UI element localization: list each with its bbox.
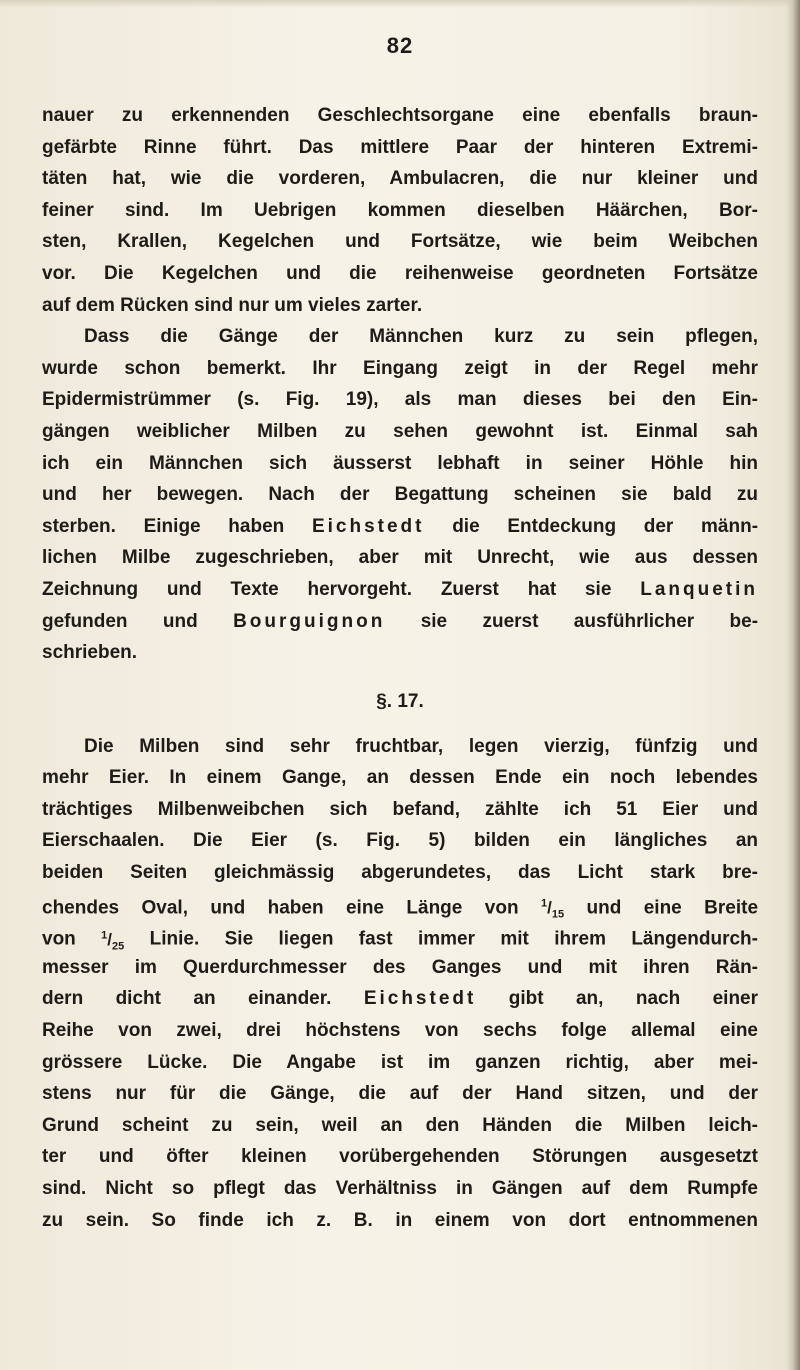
- fraction-width: $^1/_{25}$: [101, 929, 125, 953]
- section-heading: §. 17.: [376, 690, 424, 712]
- text-line: vor. Die Kegelchen und die reihenweise geordneten Fortsätze: [42, 262, 758, 284]
- paragraph-3: [42, 731, 758, 1237]
- text-line: Dass die Gänge der Männchen kurz zu sein pflegen,: [84, 326, 758, 348]
- text-fragment: die Entdeckung der männ-: [452, 515, 759, 537]
- fraction-numerator: 1: [101, 929, 108, 942]
- text-line: zu sein. So finde ich z. B. in einem von dort entnommenen: [42, 1209, 758, 1231]
- text-fragment: Linie. Sie liegen fast immer mit ihrem Längendurch-: [149, 928, 758, 950]
- text-line: nauer zu erkennenden Geschlechtsorgane eine ebenfalls braun-: [42, 105, 758, 126]
- text-line: und her bewegen. Nach der Begattung scheinen sie bald zu: [42, 484, 758, 506]
- text-fragment: sterben. Einige haben: [42, 515, 285, 537]
- text-line: feiner sind. Im Uebrigen kommen dieselben Häärchen, Bor-: [42, 199, 758, 221]
- text-line: auf dem Rücken sind nur um vieles zarter.: [42, 294, 423, 316]
- text-line: sten, Krallen, Kegelchen und Fortsätze, wie beim Weibchen: [42, 231, 758, 253]
- text-line: Die Milben sind sehr fruchtbar, legen vierzig, fünfzig und: [84, 735, 758, 757]
- text-line: stens nur für die Gänge, die auf der Hand sitzen, und der: [42, 1083, 758, 1105]
- text-line: Reihe von zwei, drei höchstens von sechs folge allemal eine: [42, 1020, 758, 1042]
- text-line: schrieben.: [42, 642, 138, 664]
- text-fragment: gibt an, nach einer: [508, 988, 759, 1010]
- text-line: [42, 889, 758, 921]
- text-line: ter und öfter kleinen vorübergehenden Störungen ausgesetzt: [42, 1146, 758, 1168]
- text-line: grössere Lücke. Die Angabe ist im ganzen richtig, aber mei-: [42, 1051, 758, 1073]
- text-fragment: von: [42, 928, 76, 950]
- author-name: Bourguignon: [233, 610, 386, 632]
- text-fragment: chendes Oval, und haben eine Länge von: [42, 897, 519, 919]
- text-fragment: Zeichnung und Texte hervorgeht. Zuerst hat sie: [42, 578, 612, 600]
- text-line: Grund scheint zu sein, weil an den Händen die Milben leich-: [42, 1114, 758, 1136]
- paragraph-1: [42, 100, 758, 321]
- fraction-numerator: 1: [540, 897, 548, 910]
- text-line: lichen Milbe zugeschrieben, aber mit Unrecht, wie aus dessen: [42, 547, 758, 569]
- text-fragment: gefunden und: [42, 610, 198, 632]
- text-line: sind. Nicht so pflegt das Verhältniss in Gängen auf dem Rumpfe: [42, 1178, 758, 1199]
- text-line: Eierschaalen. Die Eier (s. Fig. 5) bilden ein längliches an: [42, 830, 758, 852]
- text-line: Epidermistrümmer (s. Fig. 19), als man dieses bei den Ein-: [42, 389, 758, 411]
- author-name: Lanquetin: [640, 578, 759, 600]
- page-top-shadow: [0, 0, 800, 8]
- text-line: gefärbte Rinne führt. Das mittlere Paar der hinteren Extremi-: [42, 136, 758, 158]
- text-line: trächtiges Milbenweibchen sich befand, zählte ich 51 Eier und: [42, 798, 758, 820]
- text-line: [42, 574, 758, 606]
- page-number: 82: [386, 33, 414, 58]
- text-line: [42, 920, 758, 952]
- text-line: wurde schon bemerkt. Ihr Eingang zeigt in der Regel mehr: [42, 357, 758, 379]
- text-line: täten hat, wie die vorderen, Ambulacren, die nur kleiner und: [42, 168, 758, 190]
- fraction-denominator: 15: [551, 908, 565, 921]
- text-line: beiden Seiten gleichmässig abgerundetes, das Licht stark bre-: [42, 862, 758, 884]
- text-fragment: dern dicht an einander.: [42, 988, 332, 1010]
- text-line: [42, 511, 758, 543]
- author-name: Eichstedt: [363, 988, 477, 1010]
- text-line: [42, 606, 758, 638]
- author-name: Eichstedt: [311, 515, 425, 537]
- text-fragment: und eine Breite: [586, 897, 759, 919]
- text-line: [42, 983, 758, 1015]
- text-line: gängen weiblicher Milben zu sehen gewohnt ist. Einmal sah: [42, 420, 758, 442]
- fraction-denominator: 25: [112, 940, 125, 953]
- paragraph-2: [42, 321, 758, 669]
- fraction-length: $^1/_{15}$: [540, 897, 565, 921]
- text-fragment: sie zuerst ausführlicher be-: [420, 610, 759, 632]
- page-right-edge-shadow: [786, 0, 800, 1370]
- text-line: messer im Querdurchmesser des Ganges und mit ihren Rän-: [42, 956, 758, 978]
- text-line: ich ein Männchen sich äusserst lebhaft in seiner Höhle hin: [42, 452, 758, 474]
- text-line: mehr Eier. In einem Gange, an dessen Ende ein noch lebendes: [42, 767, 758, 789]
- body-text: [42, 100, 758, 1236]
